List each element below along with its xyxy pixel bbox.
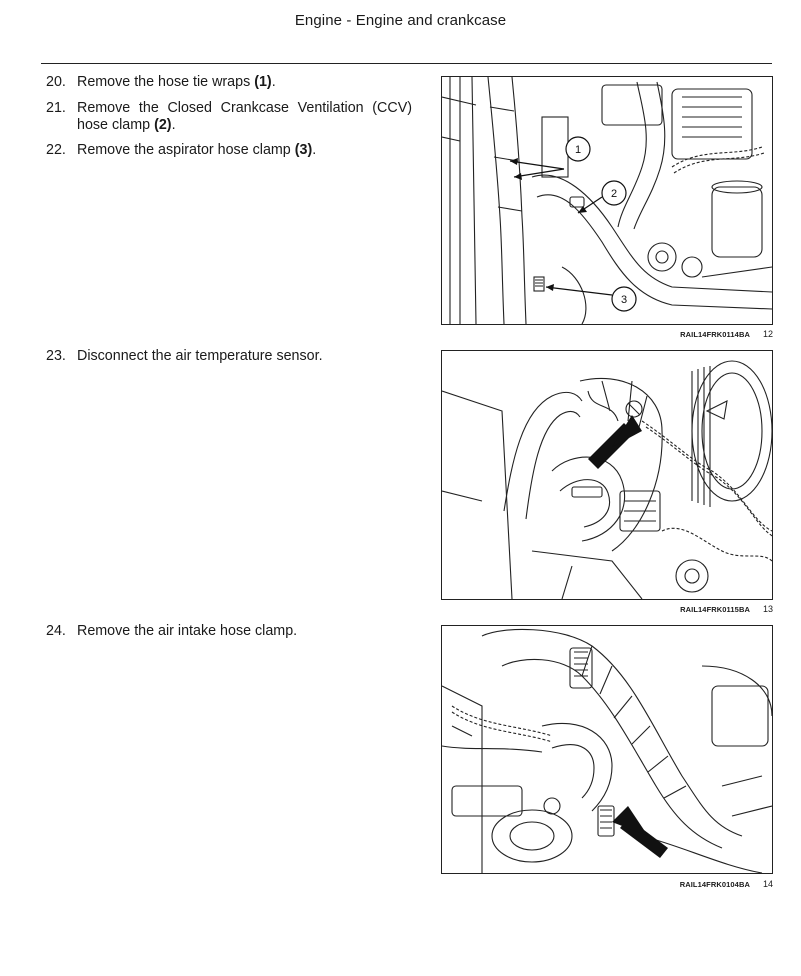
callout-label: 2 <box>610 188 618 200</box>
figure-12-engine-hoses <box>441 76 773 325</box>
air-temperature-sensor-illustration <box>442 351 772 599</box>
page-title: Engine - Engine and crankcase <box>294 12 507 29</box>
air-intake-hose-illustration <box>442 626 772 873</box>
step-text-body: Remove the aspirator hose clamp <box>77 142 295 158</box>
header-divider <box>41 63 772 64</box>
callout-label: 1 <box>574 144 582 156</box>
step-22 <box>46 142 412 159</box>
step-21 <box>46 100 412 134</box>
callout-2 <box>578 181 626 213</box>
pointer-arrow <box>588 415 642 469</box>
step-text <box>77 74 412 91</box>
step-24 <box>46 623 412 640</box>
step-text: Remove the air intake hose clamp. <box>77 623 298 639</box>
figure-number: 12 <box>762 329 773 339</box>
figure-code: RAIL14FRK0115BA <box>680 605 750 614</box>
step-reference: (1) <box>254 74 272 90</box>
step-number: 20. <box>46 74 66 90</box>
step-number: 24. <box>46 623 66 639</box>
step-text-end: . <box>271 74 276 90</box>
figure-14-air-intake-hose <box>441 625 773 874</box>
step-number: 22. <box>46 142 66 158</box>
step-number: 21. <box>46 100 66 116</box>
figure-code: RAIL14FRK0104BA <box>679 880 750 889</box>
figure-12-caption <box>620 329 773 339</box>
step-number: 23. <box>46 348 66 364</box>
figure-number: 13 <box>762 604 773 614</box>
engine-hoses-illustration <box>442 77 772 324</box>
figure-13-caption <box>620 604 773 614</box>
callout-label: 3 <box>620 294 628 306</box>
step-text <box>77 100 412 134</box>
figure-14-caption <box>620 879 773 889</box>
step-text-end: . <box>171 117 176 133</box>
step-23 <box>46 348 412 365</box>
step-text-end: . <box>312 142 317 158</box>
step-reference: (3) <box>294 142 313 158</box>
step-text: Disconnect the air temperature sensor. <box>77 348 323 364</box>
callout-1 <box>510 137 590 180</box>
step-text <box>77 142 412 159</box>
step-20 <box>46 74 412 91</box>
figure-13-air-temperature-sensor <box>441 350 773 600</box>
figure-number: 14 <box>762 879 773 889</box>
callout-3 <box>546 284 636 311</box>
figure-code: RAIL14FRK0114BA <box>680 330 750 339</box>
step-text-body: Remove the Closed Crankcase Ventilation (CCV) hose clamp <box>77 100 412 133</box>
pointer-arrow <box>612 806 668 858</box>
step-text-body: Remove the hose tie wraps <box>77 74 255 90</box>
step-reference: (2) <box>154 117 172 133</box>
